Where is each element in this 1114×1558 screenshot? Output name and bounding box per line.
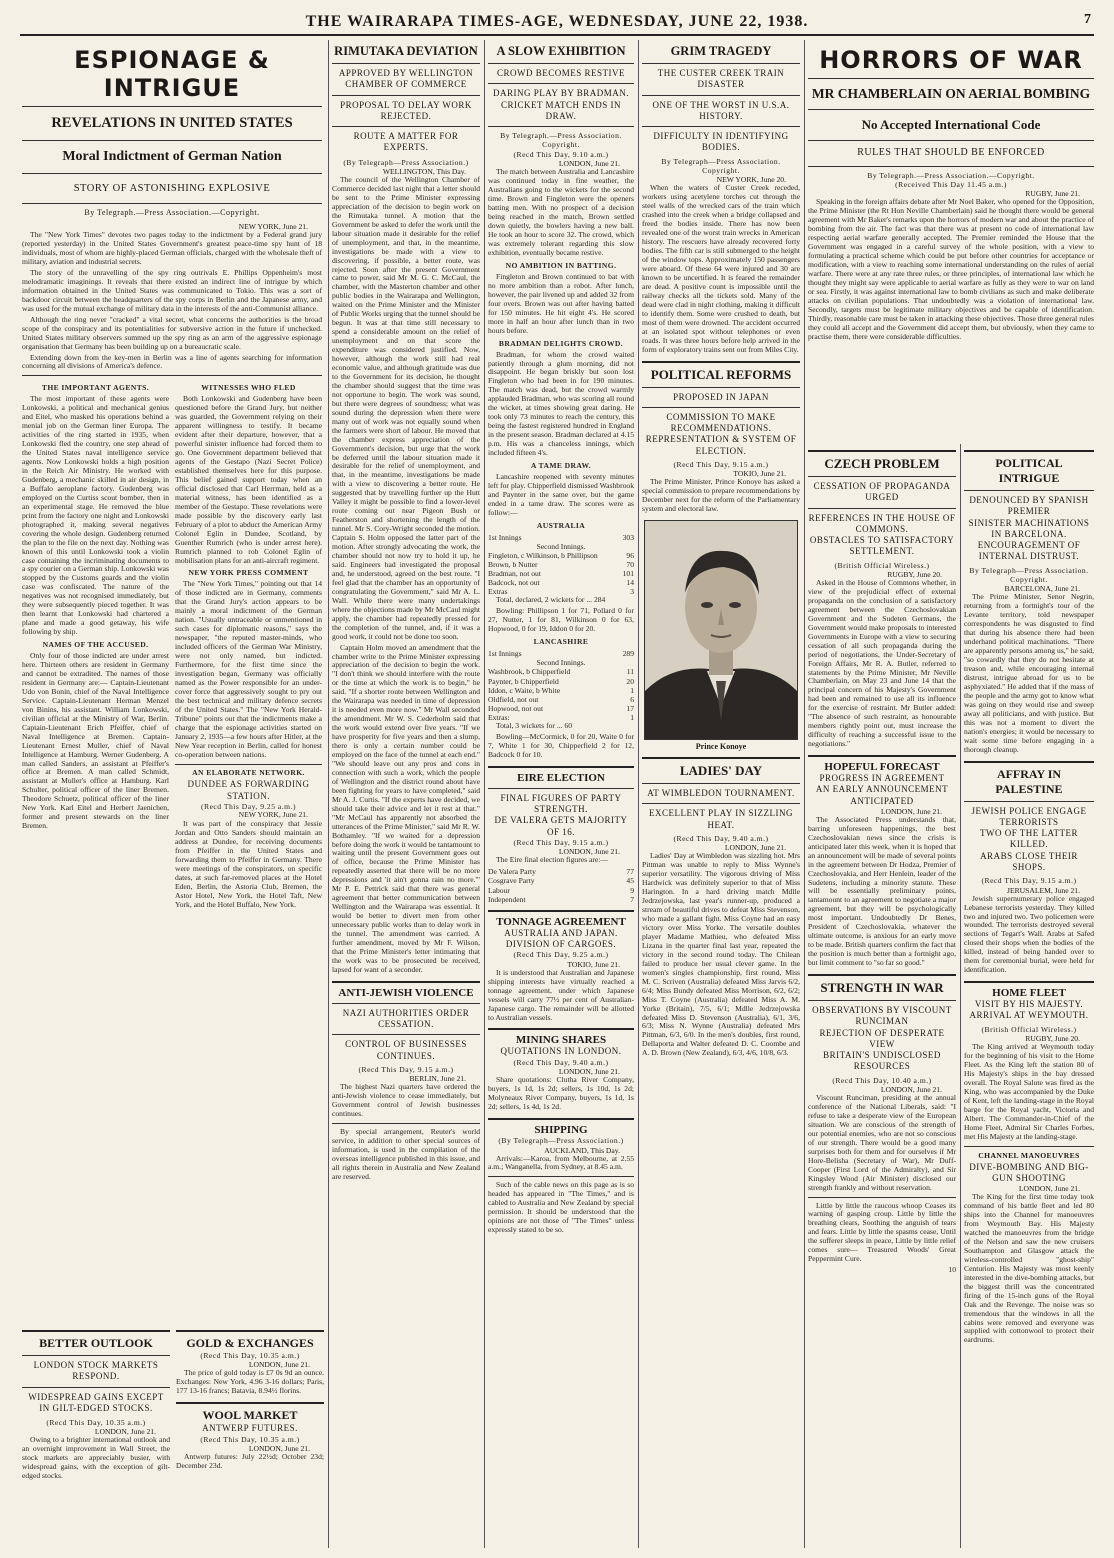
subhead: SINISTER MACHINATIONS IN BARCELONA. [968,517,1090,539]
subhead: OBSERVATIONS BY VISCOUNT RUNCIMAN [812,1005,952,1027]
subhead: PROGRESS IN AGREEMENT [819,773,945,784]
subhead: ARRIVAL AT WEYMOUTH. [969,1010,1089,1021]
paragraph: Owing to a brighter international outlook and an overnight improvement in Wall Street, the stock markets are appreciably busier, with widespread gains, with the exception of gilt-edged stocks. [22,1435,170,1481]
dateline: NEW YORK, June 21. [238,222,308,232]
table-row: Labour 9 [488,885,634,895]
paragraph: The King for the first time today took command of his battle fleet and led 80 ships into the Channel for manoeuvres from Weymouth Bay. His Majesty watched the manoeuvres from the bridge of the Nelson and saw the new cruisers Southampton and Glasgow attack the wireless-controlled "ghost-ship" Centurion. His Majesty was most keenly interested in the dive-bombing attacks, but the biggest thrill was the concentrated firing of the 15-inch guns of the Royal Oak and the Revenge. The noise was so tremendous that the windows in all the cabins were removed and everyone was supplied with cottonwool to protect their eardrums. [964,1192,1094,1345]
paragraph: Fingleton and Brown continued to bat with no more ambition than a robot. After lunch, however, the pair livened up and added 32 from four overs. Brown was out after having batted for 150 minutes. He hit eight 4's. He scored more in half an hour after lunch than in two hours before. [488,271,634,335]
sidehead-witnesses: WITNESSES WHO FLED [201,383,296,393]
subhead: THE CUSTER CREEK TRAIN DISASTER [657,68,785,90]
dateline: WELLINGTON, This Day. [382,166,466,176]
paragraph: The highest Nazi quarters have ordered the anti-Jewish violence to cease immediately, but Government control of Jewish businesses continues. [332,1082,480,1119]
paragraph: The most important of these agents were Lonkowski, a political and mechanical genius and Eitel, who masked his operations behind a menial job on the German liner Europa. The activities of the ring started in 1935, when Lonkowski fled the country, one step ahead of the United States naval intelligence service agents. Now Lonkowski holds a high position in the Reich Air Ministry. He worked with Gudenberg, a mechanic skilled in air design, in a Buffalo aeroplane factory. Gudenberg was employed on the Curtiss scout bomber, then in an experimental stage. He removed the blue print from the factory one night and Lonkowski photographed it, making several negatives covering the whole design. Gudenberg returned the plan to the file on the next day. Nothing was known of this until Lonkowski took a violin case containing the incriminating documents to a spy courier on a German ship. Lonkowski was stopped by the Customs guards and the violin case was confiscated. The nature of the negatives was not recognised immediately, but they were subsequently pieced together. It was then learnt that Lonkowski had chartered a plane and made a good getaway, his wife following by ship. [22,394,169,637]
headline-tonnage: TONNAGE AGREEMENT [496,915,626,928]
article-czech-problem [808,444,956,1550]
paragraph: Jewish supernumerary police engaged Lebanese terrorists yesterday. They killed two and injured two. Two policemen were wounded. The terrorists destroyed several sections of Tegart's Wall. Arabs at Safed closed their shops when the bodies of the killed, instead of being handed over to them for ceremonial burial, were held for identification. [964,893,1094,975]
table-row: Extras 3 [488,587,634,597]
headline-better-outlook: BETTER OUTLOOK [39,1336,153,1350]
paragraph: Asked in the House of Commons whether, in view of the prejudicial effect of external propaganda on the conclusion of a satisfactory agreement between the Czechoslovakian Government and the Sudeten Germans, the Government would make proposals to interested Governments in Europe with a view to securing cessation of all such propaganda during the period of negotiations, the Under-Secretary of Foreign Affairs, Mr R. A. Butler, referred to statements by the Prime Minister, Mr Neville Chamberlain, on May 23 and June 14 that the principal concern of his Majesty's Government had been and remained to use all its influence for the exercise of restraint. Mr Butler added: "The absence of such restraint, as honourable members rightly point out, must increase the difficulty of reaching a successful issue to the negotiations." [808,577,956,749]
byline: (By Telegraph—Press Association.) [498,1136,624,1146]
sidehead-agents: THE IMPORTANT AGENTS. [41,383,150,393]
paragraph: Although the ring never "cracked" a vital secret, what concerns the authorities is the broad scope of the conspiracy and its potentialities for subversive action in the future if unchecked. United States military observers summed up the spy ring as an arm of the aggressive espionage organisation that Germany has been building up on a bureaucratic scale. [22,314,322,351]
dateline: AUCKLAND, This Day. [544,1145,620,1155]
paragraph: The match between Australia and Lancashire was continued today in fine weather, the Australians going to the wickets for the second time. Brown and Fingleton were the openers batting men. With no prospect of a decision being reached in the match, Brown settled down quietly, the bowlers having a new ball. He took an hour to score 32. The crowd, which was extremely tolerant regarding this slow exhibition, eventually became restive. [488,167,634,258]
headline-ladies-day: LADIES' DAY [679,763,763,779]
paragraph: Total, 3 wickets for ... 60 [496,721,573,731]
received-line: (Recd This Day, 9.40 a.m.) [513,1057,609,1067]
subhead: ONE OF THE WORST IN U.S.A. HISTORY. [652,99,790,121]
paragraph: Arrivals:—Karoa, from Melbourne, at 2.55 a.m.; Wanganella, from Sydney, at 8.45 a.m. [488,1153,634,1172]
page-number: 7 [1084,12,1092,27]
byline: (By Telegraph—Press Association.) [343,157,469,167]
paragraph: The "New York Times" devotes two pages today to the indictment by a Federal grand jury (reported yesterday) in the United States Government's greatest peace-time spy hunt of 18 individuals, most of whom are highly-placed German officials, charged with the wholesale theft of military, aviation and industrial secrets. [22,230,322,266]
paragraph: Ladies' Day at Wimbledon was sizzling hot. Mrs Pittman was unable to reply to Miss Wynne's superior versatility. The vigorous driving of Miss Hardwick was definitely superior to that of Miss Harington. In a hard driving match Mdlle Jedrzejowska, last year's runner-up, produced a stream of beautiful drives to defeat Miss Stevenson, who made a gallant fight. Miss Coyne had an easy victory over Miss Yorke. The versatile doubles player Madame Mathieu, who defeated Miss Lizana in the quarter final last year, repeated the victory in the second round today. The Chilean failed to produce her usual clever game. In the women's singles championship, first round, Miss M. C. Scriven (Australia) defeated Miss Jarvis 6/2, 6/4; Miss Bundy defeated Miss Morrison, 6/2, 6/2; Miss T. Coyne (Australia) defeated Miss A. M. Yorke (Britain), 7/5, 6/1; Mdlle Jedrzejowska defeated Miss D. Stevenson (Australia), 6/1, 3/6, 6/3; Miss N. Wynne (Australia) defeated Mrs Pittman, 6/3, 6/0. In the men's doubles, first round, Dellaporta and Walter defeated D. C. Coombe and A. D. Brown (New Zealand), 6/3, 4/6, 10/8, 6/3. [642,851,800,1058]
subhead-horrors-3: RULES THAT SHOULD BE ENFORCED [857,147,1045,158]
received-line: (Recd This Day, 10.35 a.m.) [200,1351,300,1360]
sidehead-manoeuvres: CHANNEL MANOEUVRES [978,1150,1080,1160]
byline: By Telegraph—Press Association. Copyright. [661,156,781,175]
subhead: DARING PLAY BY BRADMAN. [492,88,629,99]
portrait-photo [644,520,798,740]
dateline: BERLIN, June 21. [409,1074,466,1084]
subhead-espionage-2: Moral Indictment of German Nation [62,149,282,164]
headline-shipping: SHIPPING [534,1124,588,1137]
table-row: Paynter, b Chipperfield 20 [488,676,634,686]
dateline: RUGBY, June 21. [1025,189,1080,199]
subhead: DIVE-BOMBING AND BIG-GUN SHOOTING [969,1161,1089,1183]
dateline: NEW YORK, June 21. [238,810,308,820]
table-row: Cosgrave Party 45 [488,876,634,886]
team-name: AUSTRALIA [536,520,586,530]
table-row: Brown, b Nutter 70 [488,560,634,569]
headline-czech-problem: CZECH PROBLEM [824,456,940,471]
innings-total: 303 [622,532,634,542]
subhead: AUSTRALIA AND JAPAN. [504,927,618,938]
headline-home-fleet: HOME FLEET [992,987,1066,1000]
headline-eire: EIRE ELECTION [517,771,605,784]
subhead: QUOTATIONS IN LONDON. [500,1046,622,1057]
eire-results-table [488,867,634,903]
subhead: BRITAIN'S UNDISCLOSED RESOURCES [823,1050,941,1072]
subhead: DENOUNCED BY SPANISH PREMIER [969,495,1089,517]
dateline: BARCELONA, June 21. [1004,584,1080,594]
subhead: AN EARLY ANNOUNCEMENT ANTICIPATED [815,784,949,806]
headline-wool: WOOL MARKET [202,1408,298,1423]
sidehead: BRADMAN DELIGHTS CROWD. [498,338,624,348]
column-rule [638,40,639,1548]
received-line: (Recd This Day, 9.15 a.m.) [358,1064,454,1074]
article-gold-wool [176,1324,324,1548]
dateline: RUGBY, June 20. [1025,1034,1080,1044]
received-line: (Recd This Day, 9.15 a.m.) [981,876,1077,886]
received-line: (Recd This Day, 10.35 a.m.) [200,1434,300,1444]
article-rimutaka [332,40,480,1550]
paragraph: Such of the cable news on this page as is so headed has appeared in "The Times," and is cabled to Australia and New Zealand by special permission. It should be understood that the opinions are not those of "The Times" unless expressly stated to be so. [488,1180,634,1235]
byline: By Telegraph—Press Association. Copyright. [969,565,1089,584]
subhead: JEWISH POLICE ENGAGE TERRORISTS [971,805,1087,827]
innings-label: 1st Innings [488,649,522,659]
paragraph: The council of the Wellington Chamber of Commerce decided last night that a letter should be sent to the Prime Minister expressing appreciation of the decision to begin work on the Rimutaka tunnel. A motion that the Government be asked to defer the work until the labour situation made it desirable for the relief of unemployment, and that, in the meantime, investigations be made with a view to discovering, if possible, a better route, was rejected. Soon after the present Government came to power, said Mr M. G. C. McCaul, the chamber, with the Masterton chamber and other public bodies in the Wairarapa and Wellington, waited on the Prime Minister and the Minister of Public Works urging that the tunnel should be begun. It was at that time still necessary to spend a considerable amount on the relief of unemployment and on that score the expenditure was considered justified. Now, however, although the work still had real economic value, and although gratitude was due to the Government for its decision, he thought the chamber should suggest that the time was not opportune to begin. The work was sound, but there were degrees of soundness; what was sound during the depression when there were many out of work was not equally sound when the farmers were short of labour. He moved that the chamber express appreciation of the Government's decision, but urge that the work be deferred until the labour situation made it desirable for the relief of unemployment, and that, in the meantime, investigations be made with a view to discovering a better route. He suggested that by travelling further up the Hutt Valley it might be possible to find a lower-level route coming out near Pigeon Bush or Featherston and shortening the length of the tunnel. Mr S. Cory-Wright seconded the motion. Captain S. Holm opposed the latter part of the motion. After strongly advocating the work, the chamber should not now try to hold it up, he said. Engineers had investigated the proposal and, he understood, agreed on the best route. "I feel glad that the chamber has an opportunity of congratulating the Government," said Mr A. L. Wall. While there were many undertakings where the objections made by Mr McCaul might apply, the chamber had repeatedly pressed for the completion of the tunnel, and, if it was a good work, it could not be done too soon. [332,174,480,641]
advertisement-text: Little by little the raucous whoop Ceases its warning of gasping croup. Little by little the breathing clears, Soothing the anguish of tears and fears. Little by little the spasms cease, Until the sufferer sleeps in peace, Little by little relief comes sure— Treasured Woods' Great Peppermint Cure. [808,1200,956,1264]
innings-label: Second Innings. [536,541,586,551]
advertisement-number: 10 [948,1265,956,1275]
headline-mining: MINING SHARES [515,1034,607,1047]
headline-grim-tragedy: GRIM TRAGEDY [670,44,772,58]
dateline: RUGBY, June 20. [887,569,942,579]
dateline: NEW YORK, June 20. [716,175,786,185]
subhead-espionage-1: REVELATIONS IN UNITED STATES [51,115,293,131]
paragraph: By special arrangement, Reuter's world service, in addition to other special sources of information, is used in the compilation of the overseas intelligence published in this issue, and all rights therein in Australia and New Zealand are reserved. [332,1127,480,1181]
sidehead-network: AN ELABORATE NETWORK. [192,767,305,777]
dateline: LONDON, June 21. [558,847,620,857]
headline-hopeful-forecast: HOPEFUL FORECAST [824,761,940,774]
innings-label: 1st Innings [488,532,522,542]
subhead-espionage-3: STORY OF ASTONISHING EXPLOSIVE [73,183,271,194]
article-better-outlook [22,1324,170,1548]
dateline: LONDON, June 21. [724,843,786,853]
subhead: WIDESPREAD GAINS EXCEPT IN GILT-EDGED STOCKS. [28,1391,164,1413]
subhead: ROUTE A MATTER FOR EXPERTS. [353,131,459,153]
subhead: REJECTION OF DESPERATE VIEW [819,1027,945,1049]
paragraph: Bradman, for whom the crowd waited patiently through a glum morning, did not disappoint. He began briskly but soon lost Fingleton who had been in for 190 minutes. The match was dead, but the crowd warmly applauded Bradman, who was scoring all round the wicket, at times showing great daring. He took only 73 minutes to reach the century, this being the fastest registered hundred in England in the present season. Bradman declared at 4.15 p.m. His was a chanceless innings, which included fifteen 4's. [488,349,634,458]
subhead: LONDON STOCK MARKETS RESPOND. [33,1360,159,1382]
paragraph: Lancashire reopened with seventy minutes left for play. Chipperfield dismissed Washbrook and Paynter in the same over, but the game ended in a tame draw. The scores were as follow:— [488,471,634,517]
article-political-intrigue [964,444,1094,1550]
dateline: LONDON, June 21. [94,1427,156,1437]
subhead: DIVISION OF CARGOES. [505,939,617,950]
paragraph: Antwerp futures: July 22½d; October 23d; December 23d. [176,1452,324,1471]
table-row: Hopwood, not out 17 [488,703,634,713]
paragraph: The "New York Times," pointing out that 14 of those indicted are in Germany, comments that the Grand Jury's action appears to be mainly a moral indictment of the German nation. "Usually untraceable or unmentioned in such cases for diplomatic reasons," says the newspaper, "the reputed master-minds, who included officers of the German War Ministry, were not only named, but indicted. Furthermore, for the first time since the investigation began, Germany was officially named as the Power responsible for an under-cover force that aggressively sought to pry out the best technical and military defence secrets of the United States." The "New York Herald-Tribune" points out that the indictments make a charge that the espionage activities started on January 2, 1935—a few hours after Hitler, at the New Year reception in Berlin, called for honest co-operation between nations. [175,579,322,759]
portrait-illustration [645,521,797,739]
table-row: De Valera Party 77 [488,867,634,877]
subhead: PROPOSED IN JAPAN [673,391,769,402]
column-rule [484,40,485,1548]
received-line: (Recd This Day, 10.35 a.m.) [46,1418,146,1427]
paragraph: When the waters of Custer Creek receded, workers using acetylene torches cut through the steel walls of the wrecked cars of the train which crashed into the creek when a bridge collapsed and freed the bodies inside. There has now been revealed one of the worst train wrecks in American history. The rescuers have already recovered forty bodies. The fifth car is still submerged to the height of the window tops. Approximately 150 passengers were aboard. Of these 64 were injured and 30 are known to be uncertified. It is feared the remainder are dead. A positive count is impossible until the railway checks all the tickets sold. Many of the dead were clad in night clothing, making it difficult to identify them. Some were crushed to death, but most of them were drowned. The accident occurred at an isolated spot without telephones or even roads. It was three hours before help arrived in the form of exploratory trains sent out from Miles City. [642,183,800,354]
subhead-horrors-2: No Accepted International Code [861,117,1041,132]
innings-label: Second Innings. [536,658,586,668]
received-line: (Recd This Day, 9.25 a.m.) [513,950,609,960]
paragraph: Bowling: Phillipson 1 for 71, Pollard 0 for 27, Nutter, 1 for 81, Wilkinson 0 for 63, Hopwood, 0 for 19, Iddon 0 for 20. [488,606,634,634]
subhead: REFERENCES IN THE HOUSE OF COMMONS. [808,512,956,534]
scorecard-lancashire [488,649,634,722]
subhead: AT WIMBLEDON TOURNAMENT. [647,788,795,799]
article-horrors-of-war [808,40,1094,440]
subhead: CONTROL OF BUSINESSES CONTINUES. [345,1039,467,1061]
subhead: VISIT BY HIS MAJESTY. [974,999,1084,1010]
paragraph: Both Lonkowski and Gudenberg have been questioned before the Grand Jury, but neither was guarded, the Government relying on their apparent willingness to testify. It became evident after their departure, however, that a powerful sinister influence had forced them to go. One Government department believed that agents of the Gestapo (Nazi Secret Police) established themselves here for this purpose. This belief gained support today when an official disclosed that Carl Herrman, held as a material witness, has been identified as a member of the Gestapo. These revelations were made possible by the discovery early last February of a plot to abduct the American Army Colonel Eglin in Dundee, Scotland, by Guenther Rumrich (who is under arrest here). Rumrich planned to rob Colonel Eglin of mobilisation plans for an anti-aircraft regiment. [175,394,322,565]
subhead: CESSATION OF PROPAGANDA URGED [813,481,951,503]
dateline: LONDON, June 21. [1018,1184,1080,1194]
byline: By Telegraph.—Press Association.—Copyright. [867,170,1035,180]
subhead: EXCELLENT PLAY IN SIZZLING HEAT. [649,808,793,830]
received-line: (Received This Day 11.45 a.m.) [895,179,1007,189]
dateline: TOKIO, June 21. [733,469,786,479]
headline-political-reforms: POLITICAL REFORMS [650,366,792,382]
table-row: Oldfield, not out 6 [488,694,634,704]
subhead: NAZI AUTHORITIES ORDER CESSATION. [342,1007,470,1030]
paragraph: Share quotations: Clutha River Company, buyers, 1s 1d, 1s 2d; sellers, 1s 10d, 1s 2d; Molyneaux River Company, buyers, 1s 1d, 1s 2d; sellers, 1s 4d, 1s 2d. [488,1075,634,1112]
paragraph: Total, declared, 2 wickets for ... 284 [496,595,606,605]
dateline: JERUSALEM, June 21. [1007,885,1080,895]
subhead: CRICKET MATCH ENDS IN DRAW. [500,99,622,121]
subhead: FINAL FIGURES OF PARTY STRENGTH. [500,792,622,815]
column-rule [328,40,329,1548]
subhead: CROWD BECOMES RESTIVE [496,68,625,78]
table-row: Fingleton, c Wilkinson, b Phillipson 96 [488,550,634,560]
byline: By Telegraph.—Press Association. Copyright. [500,131,622,150]
byline: (British Official Wireless.) [834,560,930,570]
column-rule [804,40,805,1548]
sidehead-press: NEW YORK PRESS COMMENT [188,568,309,578]
paragraph: Only four of those indicted are under arrest here. Thirteen others are resident in Germany and cannot be extradited. The names of those resident in Germany are:— Captain-Lieutenant Udo von Bonin, chief of the Naval Intelligence Service. Captain-Lieutenant Herman Menzel von Binins, his assistant. William Lonkowski, civilian official at the Ministry of War, Berlin. Captain-Lieutenant Erich Pfeiffer, chief of Naval Intelligence at Bremen. Captain-Lieutenant Ernest Muller, chief of Naval Intelligence at Hamburg. Werner Gudenberg. A man called Sanders, an assistant at Pfeiffer's office at Bremen. A man called Schmidt, assistant at Muller's office at Hamburg. Karl Schulter, political officer of the liner Bremen. Theodore Schuetz, political officer of the liner New York. Karl Eitel and Herbert Jaenichen, former and present stewards on the liner Bremen. [22,651,169,831]
paragraph: The story of the unravelling of the spy ring outrivals E. Phillips Oppenheim's most melodramatic imaginings. It reveals that there existed an indirect line of intrigue by which information obtained in the United States was communicated to Tokio. This was a sort of backdoor circuit between the headquarters of the spy corps in Berlin and the Japanese army, and was used for the mutual exchange of military data in the interests of the anti-Communist alliance. [22,267,322,313]
received-line: (Recd This Day, 9.10 a.m.) [513,149,609,159]
received-line: (Recd This Day, 9.15 a.m.) [513,837,609,847]
byline: (British Official Wireless.) [981,1024,1077,1034]
sidehead: A TAME DRAW. [530,461,592,470]
masthead-title: THE WAIRARAPA TIMES-AGE, WEDNESDAY, JUNE 22, 1938. [305,13,809,30]
headline-espionage: ESPIONAGE & INTRIGUE [74,46,270,102]
subhead: ARABS CLOSE THEIR SHOPS. [980,850,1078,872]
headline-affray-palestine: AFFRAY IN PALESTINE [995,766,1063,796]
subhead: DIFFICULTY IN IDENTIFYING BODIES. [653,131,789,153]
sidehead: NO AMBITION IN BATTING. [505,260,617,270]
paragraph: Bowling—McCormick, 0 for 20, Waite 0 for 7, White 1 for 30, Chipperfield 2 for 12, Badcock 0 for 10. [488,732,634,759]
received-line: (Recd This Day, 9.25 a.m.) [200,801,297,811]
paragraph: The King arrived at Weymouth today for the beginning of his visit to the Home Fleet. As the King left the station 80 of His Majesty's ships in the bay dressed overall. The Royal Salute was fired as the King, who was accompanied by the Duke of Kent, left the landing-stage in the Royal barge for the Royal yacht, Victoria and Albert. The Commander-in-Chief of the Home Fleet, Admiral Sir Charles Forbes, met His Majesty at the landing-stage. [964,1042,1094,1141]
paragraph: It is understood that Australian and Japanese shipping interests have virtually reached a tonnage agreement, under which Japanese vessels will carry 77½ per cent of Australian-Japanese cargo. The remainder will be allotted to Australian vessels. [488,967,634,1022]
masthead [20,10,1094,36]
subhead: ENCOURAGEMENT OF INTERNAL DISTRUST. [977,540,1081,562]
innings-total: 289 [622,649,634,659]
team-name: LANCASHIRE [533,637,589,647]
scorecard-australia [488,533,634,597]
subhead: TWO OF THE LATTER KILLED. [979,828,1079,850]
subhead-network: DUNDEE AS FORWARDING STATION. [187,779,310,801]
table-row: Bradman, not out 101 [488,569,634,579]
paragraph: Extending down from the key-men in Berlin was a line of agents searching for information concerning all divisions of America's defence. [22,352,322,371]
dateline: LONDON, June 21. [558,159,620,169]
table-row: Badcock, not out 14 [488,578,634,588]
subhead: OBSTACLES TO SATISFACTORY SETTLEMENT. [809,535,955,557]
dateline: LONDON, June 21. [880,806,942,816]
paragraph: Captain Holm moved an amendment that the chamber write to the Prime Minister expressing appreciation of the decision to begin the work. "I don't think we should interfere with the route or the time at which the work is to begin," he said. "If a shorter route between Wellington and the Wairarapa was needed in time of depression it is needed even more now." Mr Wall seconded the amendment. Mr W. S. Cederholm said that the work would extend over five years. "If we have prosperity for five years and then a slump, there is only a certain number could be employed on the face of the tunnel at each end." "We should leave out any pros and cons in connection with such a work, which the people of Wellington and the district round about have been fighting for years to have completed," said Mr A. J. Curtis. "If the experts have decided, we should take their advice and let it rest at that." "Mr McCaul has apparently not absorbed the utterances of the Prime Minister," said Mr R. W. Bothamley. "If we waited for a depression before doing the work it would be tantamount to waiting until the present Government goes out of office, because the Prime Minister has repeatedly asserted that there will be no more depressions and 'it ain't gonna rain no more.'" Mr P. E. Pettrick said that there was general agreement that better communication between Wellington and the Wairarapa was essential. It would be better to divert men from other unnecessary public works than to delay work in the tunnel. The amendment was carried. A further amendment, moved by Mr F. Wilson, that the Prime Minister's letter intimating that the work was to be prosecuted be received, lapsed for want of a seconder. [332,642,480,974]
photo-caption: Prince Konoye [695,742,747,752]
subhead-horrors-1: MR CHAMBERLAIN ON AERIAL BOMBING [811,86,1091,101]
article-cricket [488,40,634,1550]
paragraph: The Prime Minister, Prince Konoye has asked a special commission to prepare recommendations by December next for the reform of the Parliamentary system and electoral law. [642,477,800,514]
column-rule [960,444,961,1548]
paragraph: It was part of the conspiracy that Jessie Jordan and Otto Sanders should maintain an address at Dundee, for receiving documents from Pfeiffer in the United States and forwarding them to Pfeiffer in Germany. There were meetings of the conspirators, on specific dates, at such far-removed places at the Hotel Eden, Berlin, the Astoria Club, Bremen, the Astor Hotel, New York, the Hotel Taft, New York, and the Hotel Buffalo, New York. [175,819,322,909]
article-grim-tragedy [642,40,800,1550]
headline-horrors-of-war: HORRORS OF WAR [819,46,1083,74]
headline-strength-in-war: STRENGTH IN WAR [820,980,944,996]
subhead: ANTWERP FUTURES. [202,1423,298,1434]
paragraph: Speaking in the foreign affairs debate after Mr Noel Baker, who opened for the Opposition, the Prime Minister (the Rt Hon Neville Chamberlain) said he thought there would be general agreement with Mr Baker's remarks upon the horrors of modern war and about the practice of bombing from the air. The fact was that there was at present no code of international law respecting aerial warfare generally accepted. The Premier reminded the House that the Government was engaged in a careful survey of the whole position, with a view to formulating a practical scheme which could be put before other countries for acceptance or modification, with a view to reaching some international understanding on the rules of aerial warfare. There were at any rate three rules, or three principles, of international law which he thought they might say were applicable to aerial warfare as fully as they were to war on land or sea. Firstly, it was against international law to bomb civilians as such and make deliberate attacks on civilian populations. That undoubtedly was a violation of international law. Secondly, targets must be legitimate military objectives and be capable of identification. Thirdly, reasonable care must be taken in attacking these objectives. Those three general rules they could all accept and the Government did accept them, but obviously, when they came to practise them, there were considerable difficulties. [808,197,1094,341]
subhead: DE VALERA GETS MAJORITY OF 16. [494,815,628,837]
paragraph: The price of gold today is £7 0s 9d an ounce. Exchanges: New York, 4.96 3-16 dollars; Paris, 177 13-16 francs; Batavia, 8.94½ florins. [176,1368,324,1396]
headline-gold: GOLD & EXCHANGES [186,1336,314,1350]
table-row: Independent 7 [488,894,634,904]
headline-anti-jewish: ANTI-JEWISH VIOLENCE [338,986,474,999]
headline-rimutaka: RIMUTAKA DEVIATION [334,44,478,58]
headline-cricket: A SLOW EXHIBITION [496,44,626,58]
received-line: (Recd This Day, 9.40 a.m.) [673,833,769,843]
paragraph: The Associated Press understands that, barring unforeseen happenings, the best Czechoslovakian news since the crisis is anticipated later this week, when it is hoped that an announcement will be made of several points in the agreement between Dr Hodza, Premier of Czechoslovakia, and Herr Henlein, leader of the Sudetens, including a minority statute. These will be essentially preliminary points, tantamount to an agreement to negotiate a major agreement, but they will be psychologically most important. Undoubtedly Dr Benes, President of Czechoslovakia, whatever the ultimate outcome, is anxious for an early move to be made. British quarters confirm the fact that the position is much better than a fortnight ago, but limit comment to "so far so good." [808,814,956,968]
subhead: COMMISSION TO MAKE RECOMMENDATIONS. [666,411,776,434]
dateline: TOKIO, June 21. [567,959,620,969]
paragraph: The Prime Minister, Senor Negrin, returning from a fortnight's tour of the Levante territory, told newspaper correspondents he was disgusted to find that during his absence there had been underhand political machinations. "There are apparently persons among us," he said, "so cowardly that they do not hesitate at treason and, while encouraging internal distrust, intrigue abroad for us to be asphyxiated." He added that if the mass of the people and the army got to know what was going on they would rise and sweep away all politicians, and with justice. But this was not a moment to divert the nation's energies; it would be necessary to wait some time before engaging in a thorough cleanup. [964,592,1094,754]
dateline: LONDON, June 21. [248,1360,310,1370]
dateline: LONDON, June 21. [558,1067,620,1077]
subhead: PROPOSAL TO DELAY WORK REJECTED. [340,99,472,121]
subhead: REPRESENTATION & SYSTEM OF ELECTION. [645,434,797,456]
received-line: (Recd This Day, 10.40 a.m.) [832,1075,932,1085]
headline-political-intrigue: POLITICAL INTRIGUE [995,456,1063,485]
paragraph: Viscount Runciman, presiding at the annual conference of the National Liberals, said: "I refuse to take a desperate view of the European situation. We are conscious of the strength of our potential enemies, who are not so conscious of our strength. There would be a good many surprises both for them and for ourselves if Mr Hore-Belisha (Secretary of War), Mr Duff-Cooper (First Lord of the Admiralty), and Sir Kingsley Wood (Air Minister) disclosed our strength frankly and without reservation. [808,1093,956,1192]
dateline: LONDON, June 21. [248,1444,310,1454]
article-espionage [22,40,322,1316]
byline: By Telegraph.—Press Association.—Copyright. [84,208,260,218]
article-body [22,231,322,371]
paragraph: The Eire final election figures are:— [496,855,608,865]
sidehead-accused: NAMES OF THE ACCUSED. [42,640,149,650]
subhead: APPROVED BY WELLINGTON CHAMBER OF COMMERCE [338,68,474,90]
table-row: Extras: 1 [488,712,634,722]
table-row: Iddon, c Waite, b White 1 [488,685,634,695]
table-row: Washbrook, b Chipperfield 11 [488,667,634,677]
dateline: LONDON, June 21. [880,1085,942,1095]
received-line: (Recd This Day, 9.15 a.m.) [673,459,769,469]
